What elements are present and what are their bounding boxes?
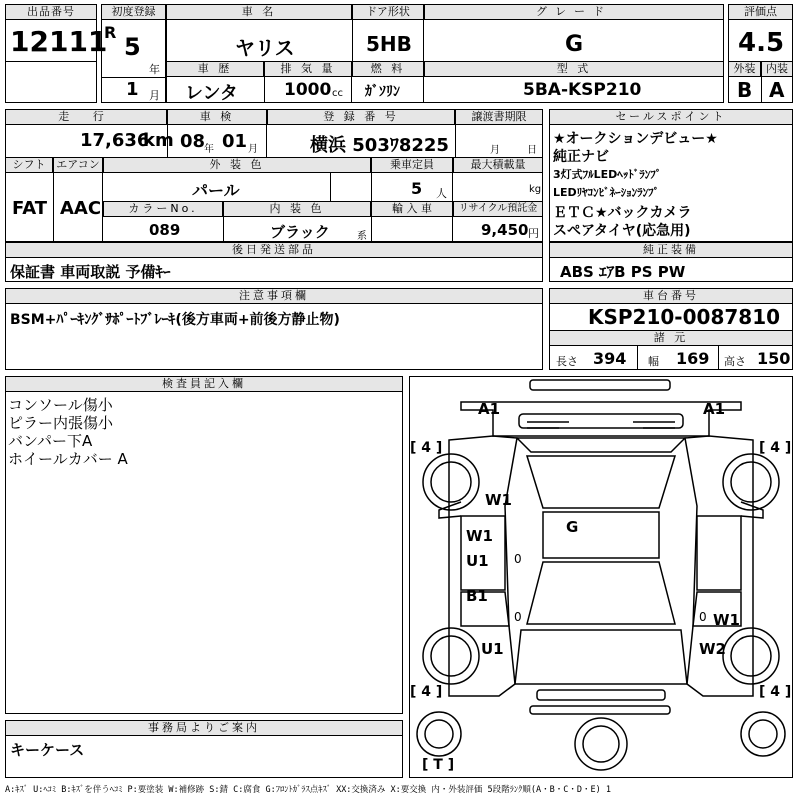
- interior-label: 内装: [761, 61, 793, 77]
- chassis-label: 車台番号: [549, 288, 793, 304]
- transfer-month: 月: [490, 145, 500, 156]
- capacity-unit: 人: [436, 187, 447, 200]
- car-name-value: ヤリス: [235, 36, 295, 60]
- transfer-cell: [455, 125, 456, 157]
- shift-label: シフト: [5, 157, 53, 173]
- capacity-value: 5: [411, 179, 423, 198]
- ac-label: エアコン: [53, 157, 103, 173]
- mark-a1-left: A1: [478, 400, 501, 418]
- color-no-label: カラーNo.: [103, 201, 223, 217]
- windshield: [527, 456, 675, 508]
- dims-split-1: [637, 346, 638, 370]
- office-label: 事務局よりご案内: [5, 720, 403, 736]
- color-no-value: 089: [149, 221, 181, 239]
- later-parts-value: 保証書 車両取説 予備ｷｰ: [10, 263, 171, 281]
- spare-tire-label: [ T ]: [422, 757, 455, 773]
- fuel-label: 燃 料: [352, 61, 424, 77]
- roof: [543, 512, 659, 558]
- color-no-split: [223, 217, 224, 242]
- rear-bumper-bottom: [530, 706, 670, 714]
- mark-g: G: [566, 518, 579, 536]
- sales-line-6: スペアタイヤ(応急用): [553, 223, 691, 239]
- door-value: 5HB: [366, 32, 412, 56]
- mark-w2: W2: [699, 640, 726, 658]
- mark-b1: B1: [466, 587, 488, 605]
- color-value: パール: [192, 181, 240, 200]
- recycle-value: 9,450: [481, 221, 529, 239]
- wheel-rr-inner: [731, 636, 771, 676]
- color-right-line: [330, 173, 331, 201]
- front-grille-l: [527, 422, 569, 428]
- reg-year-unit: 年: [149, 63, 160, 76]
- wheel-rl-inner: [431, 636, 471, 676]
- caution-label: 注意事項欄: [5, 288, 543, 304]
- shift-value: FAT: [12, 198, 48, 219]
- sales-line-2: 純正ナビ: [553, 149, 609, 165]
- load-label: 最大積載量: [453, 157, 543, 173]
- spare-wheel-inner: [583, 726, 619, 762]
- exterior-value: B: [737, 78, 753, 102]
- mileage-label: 走 行: [5, 109, 167, 125]
- int-color-unit: 系: [357, 231, 367, 242]
- exterior-label: 外装: [728, 61, 761, 77]
- capacity-label: 乗車定員: [371, 157, 453, 173]
- wheel-fl-inner: [431, 462, 471, 502]
- ac-value: AAC: [60, 198, 102, 219]
- genuine-label: 純正装備: [549, 242, 793, 258]
- recycle-label: リサイクル預託金: [453, 201, 543, 217]
- reg-month-unit: 月: [149, 89, 160, 102]
- insp-year-unit: 年: [204, 144, 214, 155]
- inspector-line-2: ピラー内張傷小: [8, 414, 114, 432]
- insp-month: 01: [222, 131, 248, 152]
- mark-w1-c: W1: [713, 611, 740, 629]
- hood: [517, 438, 685, 452]
- height-label: 高さ: [724, 355, 746, 368]
- tire-fr: [ 4 ]: [759, 440, 792, 456]
- load-unit: kg: [529, 184, 542, 195]
- reg-number-label: 登 録 番 号: [267, 109, 455, 125]
- length-label: 長さ: [556, 355, 578, 368]
- recycle-unit: 円: [528, 227, 539, 240]
- tire-rl: [ 4 ]: [410, 684, 443, 700]
- rear-window: [527, 562, 675, 624]
- rear-bumper-top: [537, 690, 665, 700]
- inspector-line-4: ホイールカバー A: [8, 450, 128, 468]
- width-label: 幅: [648, 355, 659, 368]
- spare-right: [741, 712, 785, 756]
- fuel-value: ｶﾞｿﾘﾝ: [365, 84, 400, 100]
- car-diagram: [409, 376, 793, 778]
- inspector-line-3: バンパー下A: [8, 432, 93, 450]
- mark-zero-b: 0: [514, 610, 522, 624]
- wheel-fr-inner: [731, 462, 771, 502]
- ext-int-split: [761, 77, 762, 103]
- displacement-unit: cc: [332, 88, 343, 99]
- sales-points-label: セールスポイント: [549, 109, 793, 125]
- int-color-label: 内 装 色: [223, 201, 371, 217]
- inspector-label: 検査員記入欄: [5, 376, 403, 392]
- insp-month-unit: 月: [248, 144, 258, 155]
- history-value: レンタ: [185, 83, 238, 104]
- first-reg-divider: [101, 77, 166, 78]
- inspection-label: 車 検: [167, 109, 267, 125]
- mark-a1-right: A1: [703, 400, 726, 418]
- mark-u1-b: U1: [481, 640, 504, 658]
- car-name-label: 車 名: [166, 4, 352, 20]
- height-value: 150: [757, 349, 791, 368]
- model-value: 5BA-KSP210: [523, 80, 642, 100]
- int-color-value: ブラック: [270, 223, 330, 241]
- door-label: ドア形状: [352, 4, 424, 20]
- lot-number: 12111: [10, 25, 108, 58]
- reg-year-value: 5: [124, 33, 141, 61]
- model-label: 型 式: [424, 61, 724, 77]
- first-reg-label: 初度登録: [101, 4, 166, 20]
- grade-label: グレード: [424, 4, 724, 20]
- front-grille-r: [633, 422, 675, 428]
- sales-line-1: ★オークションデビュー★: [553, 131, 718, 147]
- office-value: キーケース: [10, 741, 85, 759]
- genuine-value: ABS ｴｱB PS PW: [560, 263, 686, 281]
- displacement-label: 排 気 量: [264, 61, 352, 77]
- sales-line-3: 3灯式ﾌﾙLEDﾍｯﾄﾞﾗﾝﾌﾟ: [553, 168, 662, 181]
- trunk: [515, 630, 687, 684]
- era-label: R: [104, 23, 117, 42]
- dims-label: 諸 元: [549, 330, 793, 346]
- inspector-line-1: コンソール傷小: [8, 396, 113, 414]
- reg-number-value: 横浜 503ﾜ8225: [310, 135, 449, 156]
- mark-zero-a: 0: [514, 552, 522, 566]
- reg-month-value: 1: [126, 79, 139, 100]
- caution-value: BSM+ﾊﾟｰｷﾝｸﾞｻﾎﾟｰﾄﾌﾞﾚｰｷ(後方車両+前後方静止物): [10, 312, 340, 328]
- width-value: 169: [676, 349, 710, 368]
- spare-right-inner: [749, 720, 777, 748]
- displacement-value: 1000: [284, 80, 332, 100]
- history-label: 車 歴: [166, 61, 264, 77]
- hood-top: [519, 414, 683, 428]
- lot-label: 出品番号: [5, 4, 97, 20]
- spare-left-inner: [425, 720, 453, 748]
- front-outline: [461, 402, 741, 436]
- transfer-day: 日: [527, 145, 537, 156]
- sales-line-5: ＥＴＣ★バックカメラ: [553, 205, 692, 221]
- tire-rr: [ 4 ]: [759, 684, 792, 700]
- length-value: 394: [593, 349, 627, 368]
- spare-left: [417, 712, 461, 756]
- chassis-value: KSP210-0087810: [588, 305, 781, 329]
- import-label: 輸 入 車: [371, 201, 453, 217]
- mark-w1-b: W1: [466, 527, 493, 545]
- dims-split-2: [718, 346, 719, 370]
- score-label: 評価点: [728, 4, 793, 20]
- sales-line-4: LEDﾘﾔｺﾝﾋﾞﾈｰｼｮﾝﾗﾝﾌﾟ: [553, 186, 660, 199]
- mileage-unit: km: [143, 130, 174, 151]
- grade-value: G: [565, 32, 584, 57]
- door-right-front: [697, 516, 741, 590]
- footer-legend: A:ｷｽﾞ U:ﾍｺﾐ B:ｷｽﾞを伴うﾍｺﾐ P:要塗装 W:補修跡 S:錆 C:腐食 G:ﾌﾛﾝﾄｶﾞﾗｽ点ｷｽﾞ XX:交換済み X:要交換 内・外装評価 5段階ﾗﾝｸ順(A・B・C・D・E) 1: [5, 785, 611, 795]
- mark-u1-a: U1: [466, 552, 489, 570]
- score-value: 4.5: [738, 28, 785, 58]
- mark-w1-a: W1: [485, 491, 512, 509]
- tire-fl: [ 4 ]: [410, 440, 443, 456]
- interior-value: A: [769, 78, 785, 102]
- front-bumper-top: [530, 380, 670, 390]
- later-parts-label: 後日発送部品: [5, 242, 543, 258]
- mark-zero-c: 0: [699, 610, 707, 624]
- transfer-label: 譲渡書期限: [455, 109, 543, 125]
- lot-divider: [5, 61, 97, 62]
- insp-year: 08: [180, 131, 206, 152]
- color-label: 外 装 色: [103, 157, 371, 173]
- mileage-value: 17,636: [80, 130, 150, 151]
